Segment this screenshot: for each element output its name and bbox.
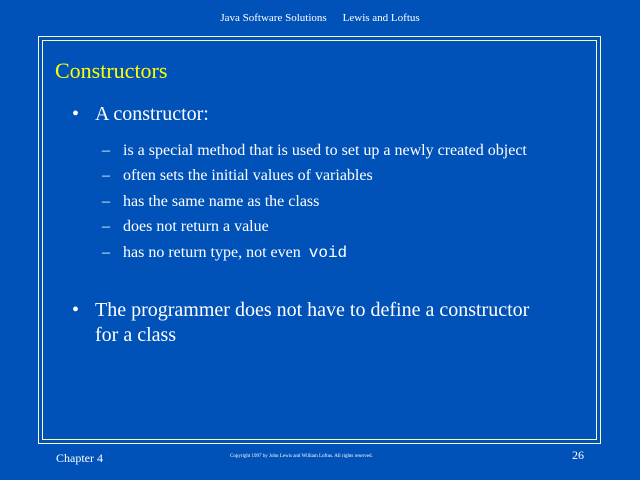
bullet-symbol: • [72,299,80,321]
sub-bullet-text: does not return a value [123,218,269,236]
header-book-title: Java Software Solutions [220,12,327,24]
page-number: 26 [572,448,584,462]
header-authors: Lewis and Loftus [342,12,420,24]
sub-bullet-text: often sets the initial values of variables [123,167,373,185]
bullet-text-line1: The programmer does not have to define a constructor [95,299,530,321]
footer-copyright: Copyright 1997 by John Lewis and William Loftus. All rights reserved. [230,454,373,459]
sub-bullet-text: has the same name as the class [123,192,320,210]
dash-symbol: – [102,142,110,159]
bullet-text [95,298,529,348]
sub-bullet-text-with-code [123,244,347,262]
code-keyword: void [308,243,348,262]
slide-header [0,12,640,24]
bullet-text-line2: for a class [95,324,177,346]
dash-symbol: – [102,218,110,236]
slide-frame-inner [42,40,597,440]
sub-bullet-text: is a special method that is used to set up a newly created object [123,142,527,159]
bullet-text: A constructor: [95,103,209,125]
slide-title: Constructors [55,58,168,83]
sub-bullet-text: has no return type, not even [123,243,301,261]
bullet-symbol: • [72,103,80,125]
dash-symbol: – [102,192,110,210]
footer-chapter: Chapter 4 [56,451,103,465]
dash-symbol: – [102,167,110,185]
dash-symbol: – [102,243,110,261]
